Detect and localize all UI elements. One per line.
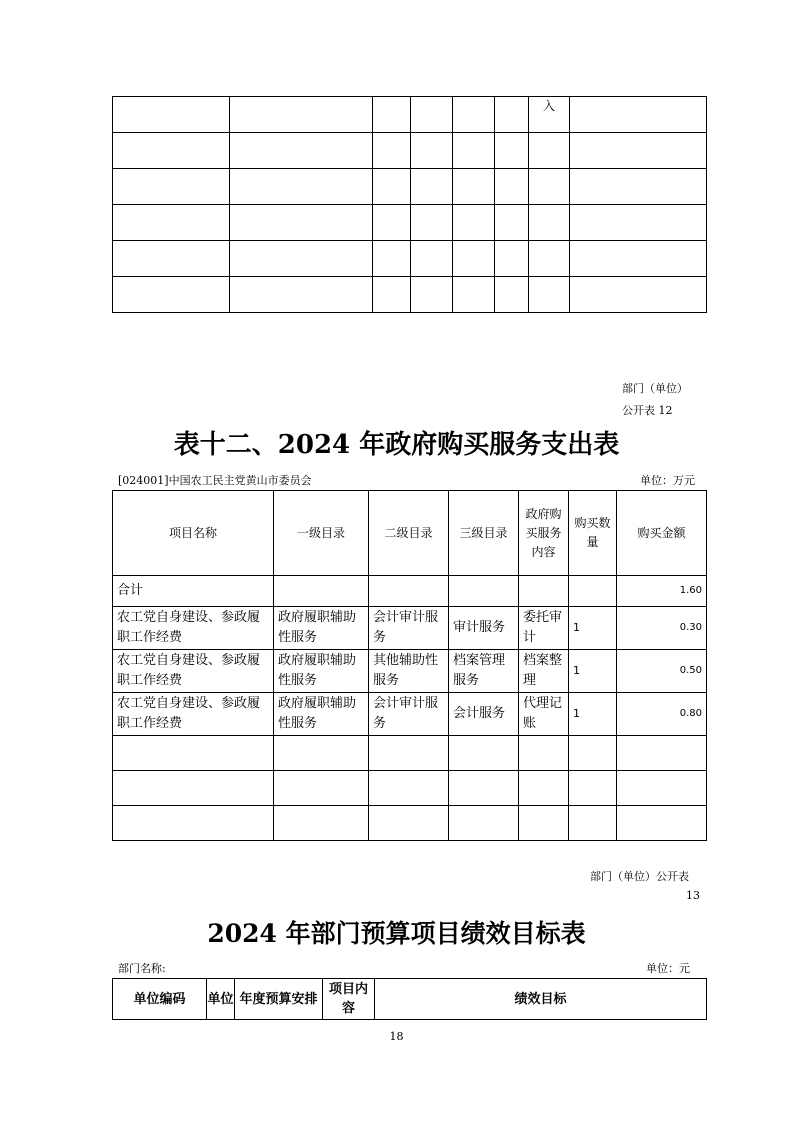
org-name: [024001]中国农工民主党黄山市委员会	[118, 474, 312, 487]
column-header: 项目内容	[323, 979, 375, 1020]
page-number: 18	[389, 1030, 404, 1043]
service-content: 代理记账	[519, 693, 569, 736]
dept-unit-label: 部门（单位）公开表	[590, 870, 689, 883]
dept-name-label: 部门名称:	[118, 962, 166, 975]
level2-category: 会计审计服务	[369, 693, 449, 736]
table-row	[113, 277, 707, 313]
column-header: 二级目录	[369, 491, 449, 576]
level3-category: 档案管理服务	[449, 650, 519, 693]
amount: 0.30	[617, 607, 707, 650]
column-header: 一级目录	[274, 491, 369, 576]
service-content: 档案整理	[519, 650, 569, 693]
total-label: 合计	[113, 576, 274, 607]
table-row	[113, 650, 707, 693]
table-number: 13	[686, 889, 700, 902]
table-number: 公开表 12	[622, 404, 673, 417]
level2-category: 其他辅助性服务	[369, 650, 449, 693]
table-row	[113, 693, 707, 736]
total-row	[113, 576, 707, 607]
page-title: 表十二、2024 年政府购买服务支出表	[173, 430, 620, 460]
performance-table	[112, 978, 707, 1020]
table-row	[113, 133, 707, 169]
level3-category: 审计服务	[449, 607, 519, 650]
column-header: 年度预算安排	[235, 979, 323, 1020]
unit-label: 单位：元	[646, 962, 690, 975]
table-cell: 入	[529, 97, 570, 133]
unit-label: 单位：万元	[640, 474, 695, 487]
header-row	[113, 979, 707, 1020]
table-row	[113, 241, 707, 277]
amount: 0.50	[617, 650, 707, 693]
project-name: 农工党自身建设、参政履职工作经费	[113, 650, 274, 693]
header-row	[113, 491, 707, 576]
section-title: 2024 年部门预算项目绩效目标表	[207, 919, 586, 948]
quantity: 1	[569, 607, 617, 650]
empty-row	[113, 806, 707, 841]
empty-row	[113, 771, 707, 806]
column-header: 绩效目标	[375, 979, 707, 1020]
level1-category: 政府履职辅助性服务	[274, 650, 369, 693]
column-header: 政府购买服务内容	[519, 491, 569, 576]
level2-category: 会计审计服务	[369, 607, 449, 650]
table-row	[113, 607, 707, 650]
level1-category: 政府履职辅助性服务	[274, 693, 369, 736]
table-row	[113, 169, 707, 205]
level1-category: 政府履职辅助性服务	[274, 607, 369, 650]
quantity: 1	[569, 650, 617, 693]
table-row	[113, 97, 707, 133]
column-header: 项目名称	[113, 491, 274, 576]
column-header: 单位	[207, 979, 235, 1020]
continued-table	[112, 96, 707, 313]
column-header: 购买数量	[569, 491, 617, 576]
service-content: 委托审计	[519, 607, 569, 650]
purchase-services-table	[112, 490, 707, 841]
level3-category: 会计服务	[449, 693, 519, 736]
table-row	[113, 205, 707, 241]
quantity: 1	[569, 693, 617, 736]
empty-row	[113, 736, 707, 771]
project-name: 农工党自身建设、参政履职工作经费	[113, 607, 274, 650]
column-header: 购买金额	[617, 491, 707, 576]
amount: 0.80	[617, 693, 707, 736]
column-header: 单位编码	[113, 979, 207, 1020]
dept-unit-label: 部门（单位）	[622, 382, 688, 395]
column-header: 三级目录	[449, 491, 519, 576]
total-amount: 1.60	[617, 576, 707, 607]
project-name: 农工党自身建设、参政履职工作经费	[113, 693, 274, 736]
